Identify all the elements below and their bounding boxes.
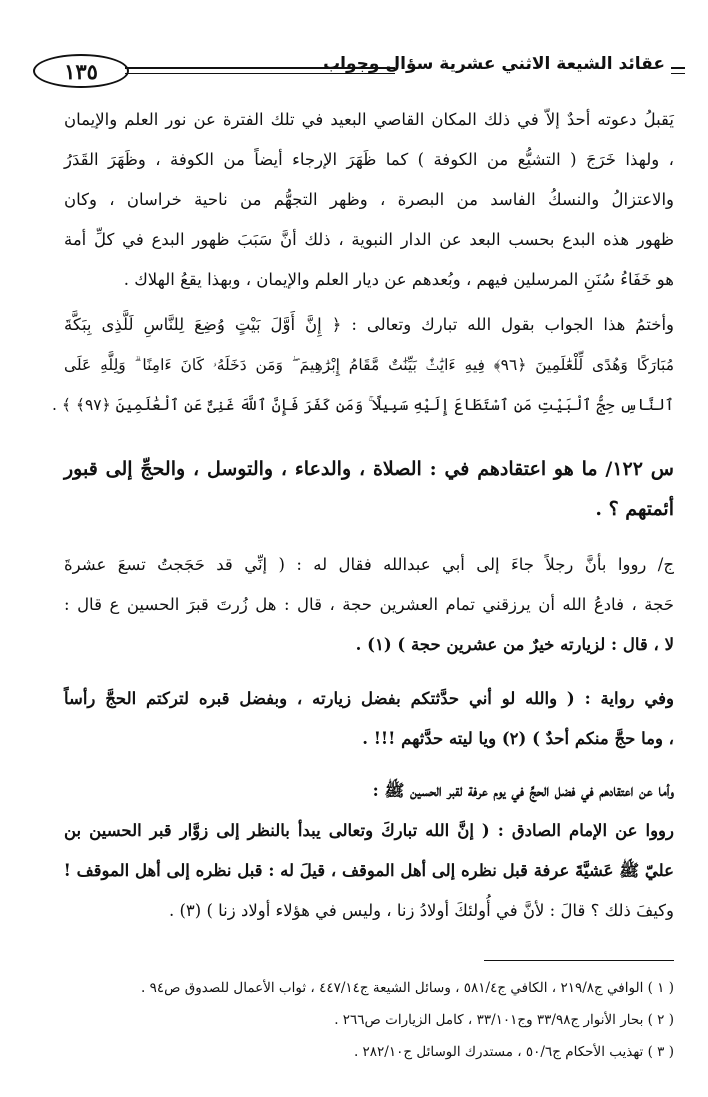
paragraph-arafah <box>64 769 674 936</box>
question-line: أئمتهم ؟ . <box>595 498 674 520</box>
text-line: يَقبلُ دعوته أحدٌ إلاّ في ذلك المكان القاصي البعيد في تلك الفترة عن نور العلم والإيمان <box>64 110 674 129</box>
text-line: ، ولهذا خَرَجَ ( التشيُّع من الكوفة ) كما ظَهَرَ الإرجاء أيضاً من الكوفة ، وظَهَرَ القَدَرُ <box>64 150 674 169</box>
question-line: س ١٢٢/ ما هو اعتقادهم في : الصلاة ، والدعاء ، والتوسل ، والحجِّ إلى قبور <box>64 458 674 480</box>
header-rule <box>671 73 685 74</box>
text-line: ، وما حجَّ منكم أحدٌ ) (٢) ويا ليته حدَّثهم !!! . <box>362 729 674 748</box>
footnote: ( ٣ ) تهذيب الأحكام ج٥٠/٦ ، مستدرك الوسائل ج٢٨٢/١٠ . <box>353 1044 674 1060</box>
page-header <box>25 50 685 94</box>
text-line: وفي رواية : ( والله لو أني حدَّثتكم بفضل زيارته ، وبفضل قبره لتركتم الحجَّ رأساً <box>64 689 674 708</box>
paragraph-innovations <box>64 100 674 305</box>
text-line: ٱلنَّاسِ حِجُّ ٱلْبَيْتِ مَنِ ٱسْتَطَاعَ إِلَيْهِ سَبِيلًا ۚ وَمَن كَفَرَ فَإِنَّ ٱللَّهَ غَنِىٌّ عَنِ ٱلْعَٰلَمِينَ ﴿٩٧﴾ ﴾ . <box>52 396 674 414</box>
header-rule <box>671 67 685 69</box>
paragraph-narration <box>64 675 674 769</box>
footnote-separator <box>484 960 674 961</box>
text-line: وأما عن اعتقادهم في فضل الحجِّ في يوم عرفة لقبر الحسين ﷺ : <box>372 781 674 800</box>
footnote: ( ١ ) الوافي ج٢١٩/٨ ، الكافي ج٥٨١/٤ ، وسائل الشيعة ج٤٤٧/١٤ ، ثواب الأعمال للصدوق ص٩٤ . <box>141 980 674 996</box>
question-heading <box>64 445 674 541</box>
paragraph-answer <box>64 541 674 675</box>
text-line: لا ، قال : لزيارته خيرٌ من عشرين حجة ) (١) . <box>355 635 674 654</box>
text-line: وأختمُ هذا الجواب بقول الله تبارك وتعالى : ﴿ إِنَّ أَوَّلَ بَيْتٍ وُضِعَ لِلنَّاسِ لَلَّذِى بِبَكَّةَ <box>64 315 674 334</box>
text-line: والاعتزالُ والنسكُ الفاسد من البصرة ، وظهر التجهُّم من ناحية خراسان ، وكان <box>64 190 674 209</box>
footnote: ( ٢ ) بحار الأنوار ج٣٣/٩٨ وج٣٣/١٠١ ، كامل الزيارات ص٢٦٦ . <box>334 1012 674 1028</box>
text-line: حَجة ، فادعُ الله أن يرزقني تمام العشرين حجة ، قال : هل زُرتَ قبرَ الحسين ع قال : <box>64 595 674 614</box>
text-line: هو خَفَاءُ سُنَنِ المرسلين فيهم ، وبُعدهم عن ديار العلم والإيمان ، وبهذا يقعُ الهلاك . <box>123 270 674 289</box>
text-line: وكيفَ ذلك ؟ قالَ : لأنَّ في أُولئكَ أولادُ زنا ، وليس في هؤلاء أولاد زنا ) (٣) . <box>168 901 674 920</box>
page-body <box>52 100 674 936</box>
text-line: رووا عن الإمام الصادق : ( إنَّ الله تباركَ وتعالى يبدأ بالنظر إلى زوَّار قبر الحسين بن <box>64 821 674 840</box>
text-line: مُبَارَكًا وَهُدًى لِّلْعَٰلَمِينَ ﴿٩٦﴾ فِيهِ ءَايَٰتٌۢ بَيِّنَٰتٌ مَّقَامُ إِبْرَٰهِيمَ ۖ وَمَن دَخَلَهُۥ كَانَ ءَامِنًا ۗ وَلِلَّهِ عَلَى <box>64 356 674 374</box>
text-line: ظهور هذه البدع بحسب البعد عن الدار النبوية ، ذلك أنَّ سَبَبَ ظهور البدع في كلِّ أمة <box>64 230 674 249</box>
text-line: ج/ رووا بأنَّ رجلاً جاءَ إلى أبي عبدالله فقال له : ( إنِّي قد حَجَجتُ تسعَ عشرةَ <box>64 555 674 574</box>
footnotes <box>64 972 674 1068</box>
paragraph-quran-verse <box>52 305 674 445</box>
page-number: ١٣٥ <box>33 54 129 88</box>
running-title: عقائد الشيعة الاثني عشرية سؤال وجواب <box>323 54 665 74</box>
text-line: عليّ ﷺ عَشيَّةَ عرفة قبل نظره إلى أهل الموقف ، قيلَ له : قبل نظره إلى أهل الموقف ! <box>63 861 674 880</box>
